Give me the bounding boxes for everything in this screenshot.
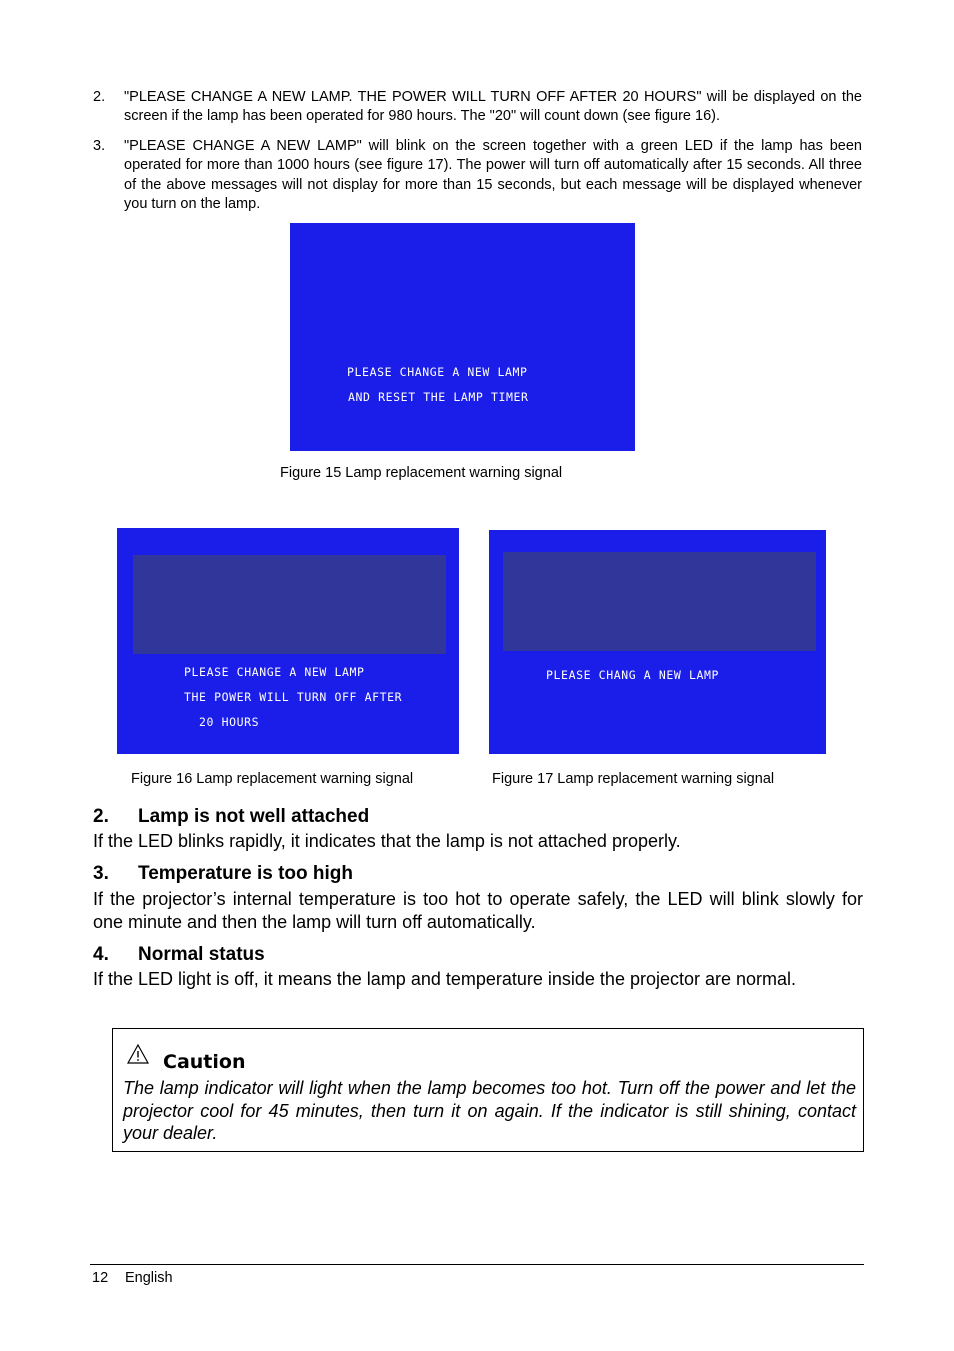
figure-17-caption: Figure 17 Lamp replacement warning signal [492,771,775,787]
figure-16-message-line3: 20 HOURS [199,715,260,729]
page-number: 12 [92,1270,109,1286]
figure-17-menu-panel [503,552,816,651]
figure-16-screen [117,528,459,754]
section-number: 3. [93,863,109,884]
section-heading: Lamp is not well attached [138,806,370,827]
figure-17-screen [489,530,826,754]
figure-16-caption: Figure 16 Lamp replacement warning signal [131,771,414,787]
footer-language: English [125,1270,173,1286]
caution-title: Caution [163,1051,246,1073]
list-item-number: 2. [93,89,106,105]
section-body: If the projector’s internal temperature is too hot to operate safely, the LED will blink slowly for one minute and then the lamp will turn off automatically. [93,889,863,932]
figure-15-screen [290,223,635,451]
caution-text: The lamp indicator will light when the lamp becomes too hot. Turn off the power and let the projector cool for 45 minutes, then turn it on again. If the indicator is still shining, contact your dealer. [123,1078,856,1143]
section-heading: Temperature is too high [138,863,354,884]
list-item-number: 3. [93,138,106,154]
section-body: If the LED blinks rapidly, it indicates that the lamp is not attached properly. [93,831,681,851]
section-number: 2. [93,806,109,827]
warning-triangle-icon [127,1044,149,1064]
figure-16-menu-panel [133,555,446,654]
figure-16-message-line1: PLEASE CHANGE A NEW LAMP [184,665,365,679]
figure-17-message-line1: PLEASE CHANG A NEW LAMP [546,668,720,682]
section-heading: Normal status [138,944,265,965]
list-item-text: "PLEASE CHANGE A NEW LAMP" will blink on the screen together with a green LED if the lamp has been operated for more than 1000 hours (see figure 17). The power will turn off automatically after 15 seconds. All three of the above messages will not display for more than 15 seconds, but each message will be displayed whenever you turn on the lamp. [124,138,862,212]
caution-box [112,1028,864,1152]
list-item-text: "PLEASE CHANGE A NEW LAMP. THE POWER WILL TURN OFF AFTER 20 HOURS" will be displayed on the screen if the lamp has been operated for 980 hours. The "20" will count down (see figure 16). [124,89,862,125]
figure-15-message-line2: AND RESET THE LAMP TIMER [348,390,529,404]
figure-15-caption: Figure 15 Lamp replacement warning signal [280,465,563,481]
footer-divider [90,1264,864,1265]
figure-16-message-line2: THE POWER WILL TURN OFF AFTER [184,690,403,704]
figure-15-message-line1: PLEASE CHANGE A NEW LAMP [347,365,528,379]
section-body: If the LED light is off, it means the lamp and temperature inside the projector are normal. [93,969,797,989]
section-number: 4. [93,944,109,965]
